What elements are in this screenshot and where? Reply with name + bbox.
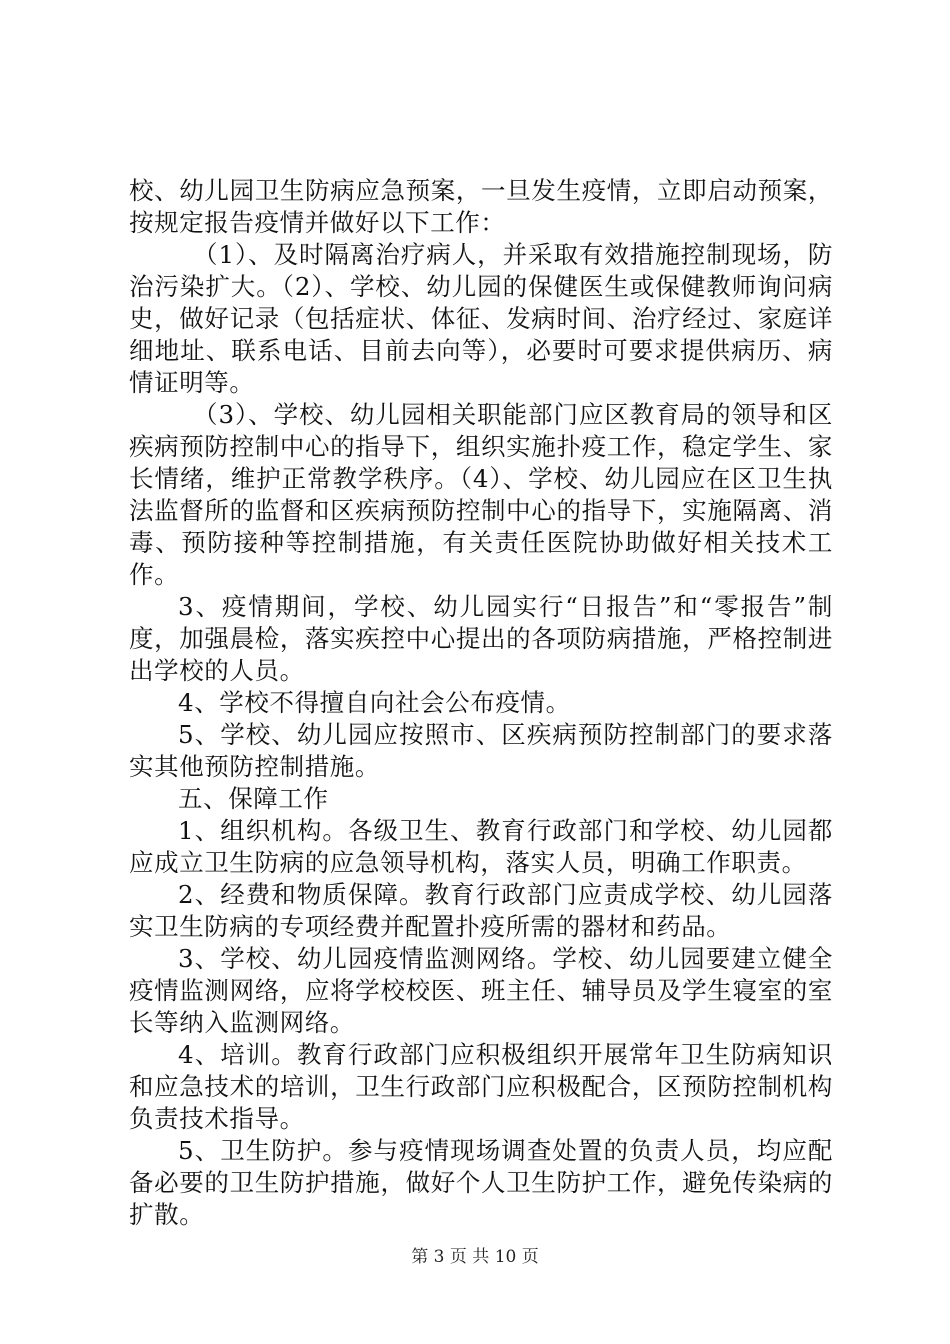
document-body [129, 175, 833, 1231]
paragraph-measures-3-4: （3）、学校、幼儿园相关职能部门应区教育局的领导和区疾病预防控制中心的指导下，组织实施扑疫工作，稳定学生、家长情绪，维护正常教学秩序。（4）、学校、幼儿园应在区卫生执法监督所的监督和区疾病预防控制中心的指导下，实施隔离、消毒、预防接种等控制措施，有关责任医院协助做好相关技术工作。 [129, 400, 833, 589]
paragraph-guarantee-5: 5、卫生防护。参与疫情现场调查处置的负责人员，均应配备必要的卫生防护措施，做好个人卫生防护工作，避免传染病的扩散。 [129, 1136, 833, 1229]
paragraph-item-4: 4、学校不得擅自向社会公布疫情。 [178, 688, 571, 717]
paragraph-measures-1-2: （1）、及时隔离治疗病人，并采取有效措施控制现场，防治污染扩大。（2）、学校、幼儿园的保健医生或保健教师询问病史，做好记录（包括症状、体征、发病时间、治疗经过、家庭详细地址、联系电话、目前去向等），必要时可要求提供病历、病情证明等。 [129, 240, 833, 397]
paragraph-guarantee-4: 4、培训。教育行政部门应积极组织开展常年卫生防病知识和应急技术的培训，卫生行政部门应积极配合，区预防控制机构负责技术指导。 [129, 1040, 833, 1133]
paragraph-guarantee-3: 3、学校、幼儿园疫情监测网络。学校、幼儿园要建立健全疫情监测网络，应将学校校医、班主任、辅导员及学生寝室的室长等纳入监测网络。 [129, 944, 833, 1037]
paragraph-continuation: 校、幼儿园卫生防病应急预案，一旦发生疫情，立即启动预案，按规定报告疫情并做好以下工作： [129, 176, 833, 237]
paragraph-guarantee-2: 2、经费和物质保障。教育行政部门应责成学校、幼儿园落实卫生防病的专项经费并配置扑疫所需的器材和药品。 [129, 880, 833, 941]
page-number: 第 3 页 共 10 页 [411, 1247, 539, 1267]
paragraph-item-3: 3、疫情期间，学校、幼儿园实行“日报告”和“零报告”制度，加强晨检，落实疾控中心提出的各项防病措施，严格控制进出学校的人员。 [129, 592, 833, 685]
section-heading: 五、保障工作 [178, 784, 329, 813]
paragraph-item-5: 5、学校、幼儿园应按照市、区疾病预防控制部门的要求落实其他预防控制措施。 [129, 720, 833, 781]
paragraph-guarantee-1: 1、组织机构。各级卫生、教育行政部门和学校、幼儿园都应成立卫生防病的应急领导机构，落实人员，明确工作职责。 [129, 816, 833, 877]
